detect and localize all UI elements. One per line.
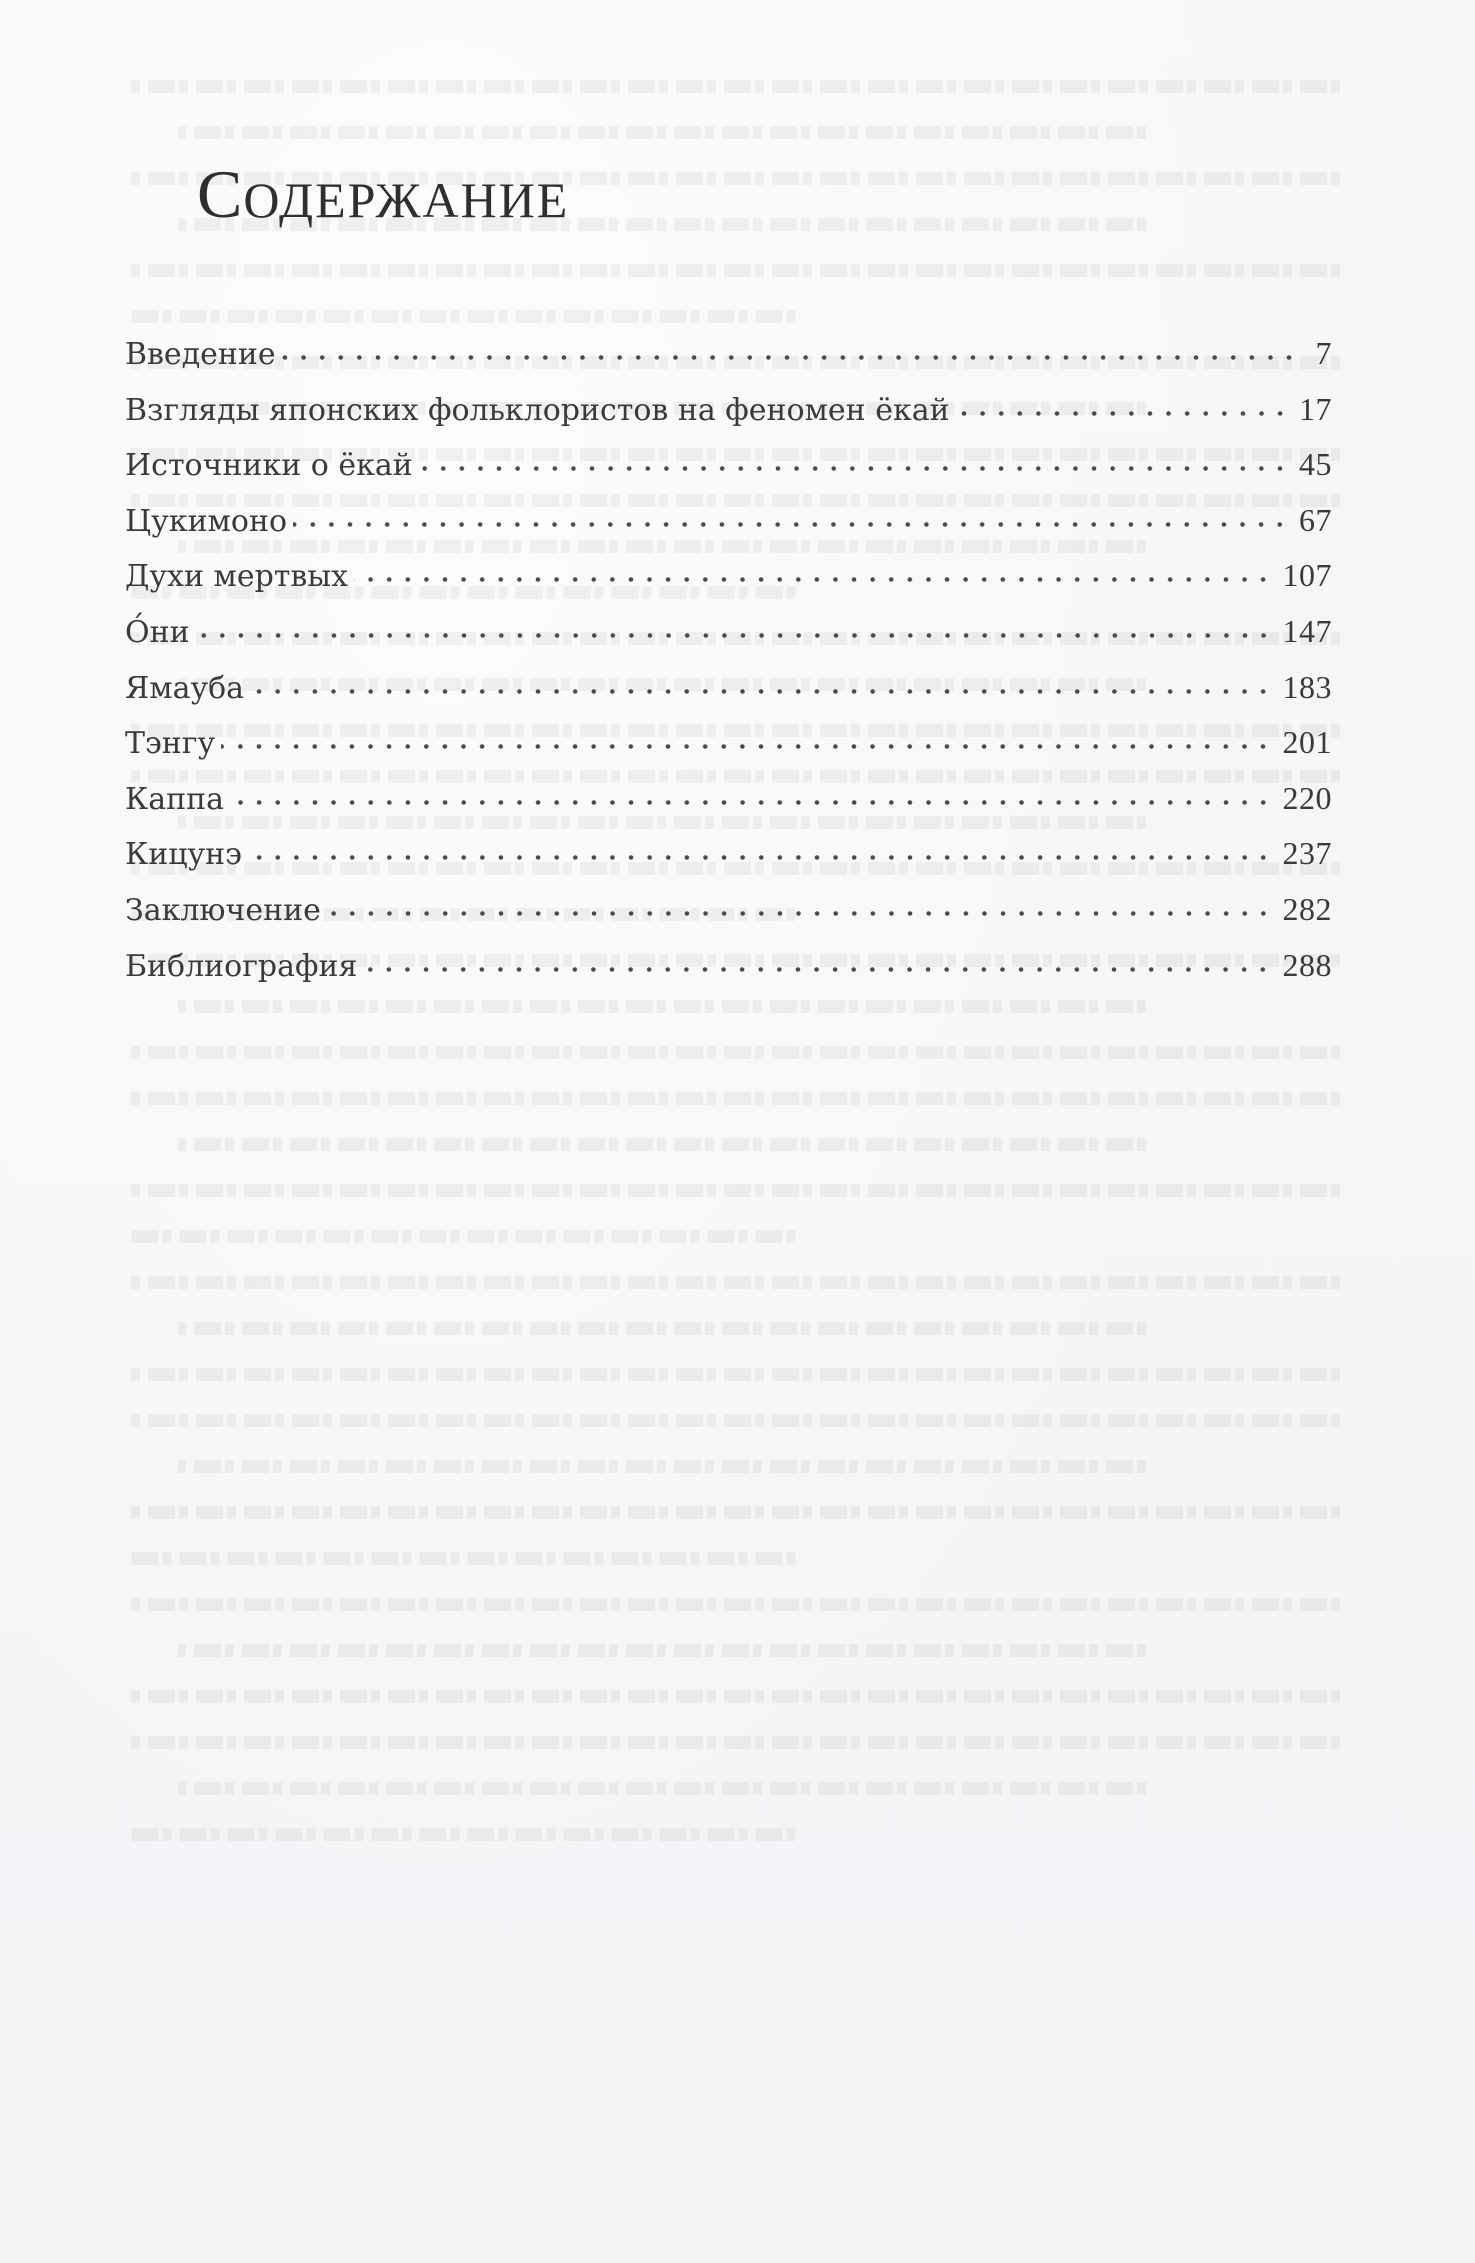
title-initial: С [197, 156, 244, 232]
toc-entry-label: Библиография [125, 948, 358, 984]
toc-entry-oni[interactable] [125, 612, 1332, 668]
toc-entry-page-number: 17 [1299, 390, 1332, 427]
dot-leader [250, 668, 1272, 698]
dot-leader [293, 501, 1289, 531]
dot-leader [248, 834, 1273, 864]
toc-entry-label: Каппа [125, 781, 224, 817]
dot-leader [230, 779, 1273, 809]
toc-entry-page-number: 237 [1282, 835, 1332, 872]
toc-entry-page-number: 282 [1282, 890, 1332, 927]
toc-entry-page-number: 147 [1282, 612, 1332, 649]
toc-entry-page-number: 220 [1282, 779, 1332, 816]
dot-leader [419, 445, 1289, 475]
dot-leader [354, 556, 1272, 586]
toc-entry-label: Цукимоно [125, 503, 288, 539]
toc-entry-page-number: 45 [1299, 446, 1332, 483]
toc-entry-tsukimono[interactable] [125, 501, 1332, 557]
toc-entry-label: О́ни [125, 614, 190, 650]
toc-entry-label: Тэнгу [125, 726, 216, 762]
title-rest: ОДЕРЖАНИЕ [243, 172, 570, 228]
toc-entry-page-number: 183 [1282, 668, 1332, 705]
dot-leader [221, 723, 1272, 753]
toc-entry-label: Введение [125, 337, 276, 372]
dot-leader [196, 612, 1273, 642]
toc-entry-kappa[interactable] [125, 779, 1332, 835]
toc-entry-label: Духи мертвых [125, 559, 349, 595]
toc-entry-label: Взгляды японских фольклористов на феномен ёкай [125, 392, 950, 428]
toc-entry-label: Заключение [125, 892, 321, 928]
toc-entry-introduction[interactable] [125, 334, 1332, 390]
dot-leader [956, 390, 1289, 420]
table-of-contents [125, 334, 1332, 1001]
toc-entry-label: Источники о ёкай [125, 448, 413, 484]
toc-entry-page-number: 67 [1299, 501, 1332, 538]
page-title [197, 156, 570, 232]
toc-entry-folklorists-views[interactable] [125, 390, 1332, 446]
toc-entry-label: Кицунэ [125, 837, 242, 873]
toc-entry-label: Ямауба [125, 670, 245, 706]
toc-entry-sources[interactable] [125, 445, 1332, 501]
toc-entry-page-number: 288 [1282, 946, 1332, 983]
toc-entry-page-number: 7 [1315, 335, 1332, 371]
toc-entry-tengu[interactable] [125, 723, 1332, 779]
toc-entry-page-number: 201 [1282, 724, 1332, 761]
toc-entry-page-number: 107 [1282, 557, 1332, 594]
toc-entry-spirits-of-dead[interactable] [125, 556, 1332, 612]
toc-entry-bibliography[interactable] [125, 946, 1332, 1002]
toc-entry-yamauba[interactable] [125, 668, 1332, 724]
dot-leader [282, 334, 1298, 364]
toc-entry-conclusion[interactable] [125, 890, 1332, 946]
toc-entry-kitsune[interactable] [125, 834, 1332, 890]
dot-leader [363, 946, 1272, 976]
dot-leader [327, 890, 1273, 920]
